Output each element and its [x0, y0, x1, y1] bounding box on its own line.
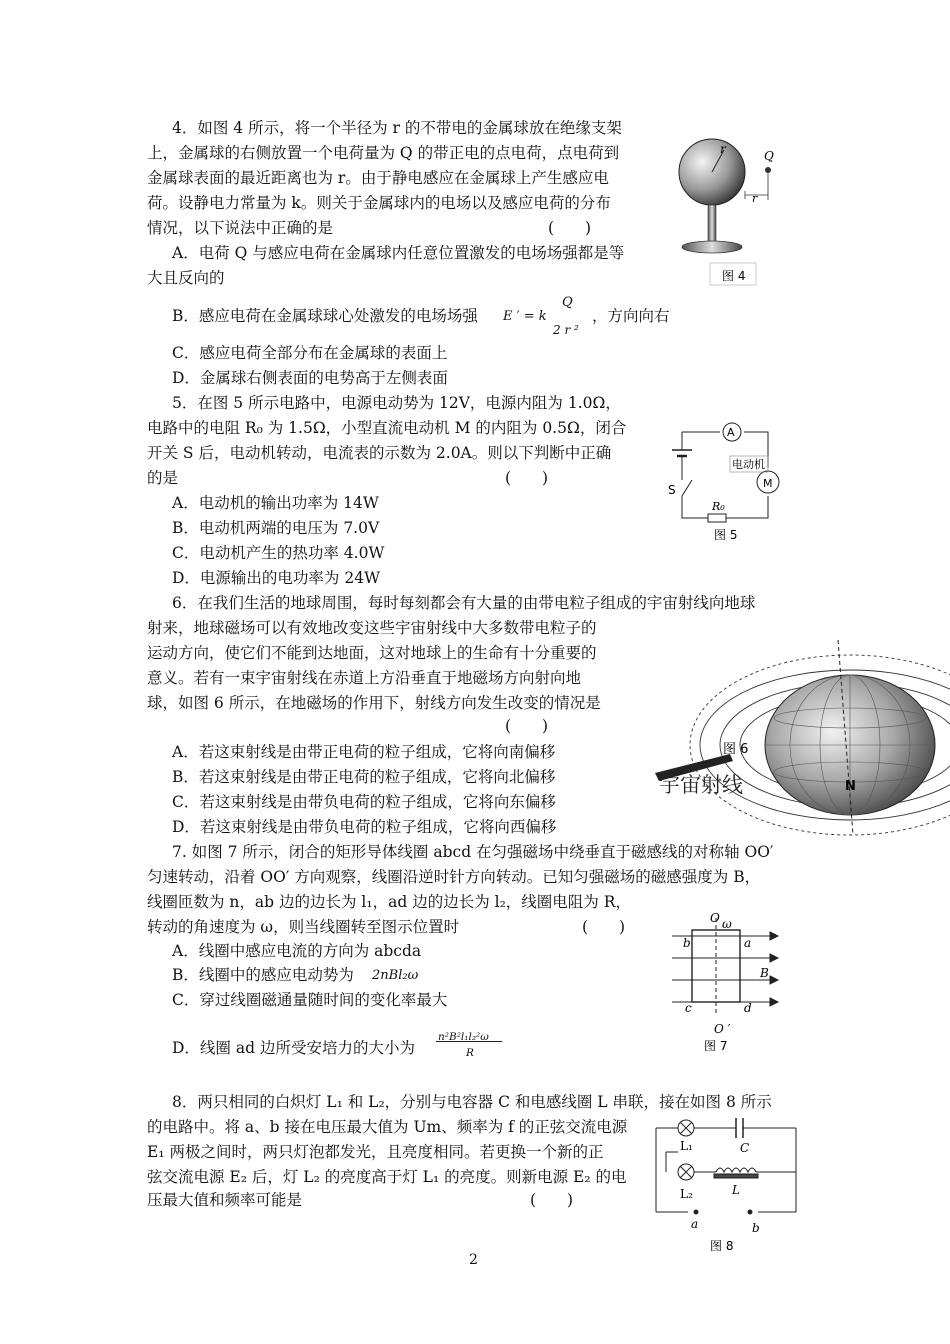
- q8-line-3: E₁ 两极之间时，两只灯泡都发光，且亮度相同。若更换一个新的正: [147, 1143, 604, 1161]
- q7-option-b-formula: 2nBl₂ω: [372, 968, 419, 983]
- figure-4-metal-sphere: [672, 130, 792, 290]
- figure-4-charge-label: Q: [764, 149, 774, 163]
- figure-7-axis-bottom: O ′: [714, 1022, 731, 1036]
- q4-line-3: 金属球表面的最近距离也为 r。由于静电感应在金属球上产生感应电: [147, 169, 609, 187]
- q8-line-2: 的电路中。将 a、b 接在电压最大值为 Um、频率为 f 的正弦交流电源: [147, 1118, 628, 1136]
- figure-5-ammeter: A: [727, 426, 735, 439]
- figure-5-motor: M: [763, 477, 773, 490]
- figure-7-caption: 图 7: [704, 1039, 728, 1053]
- figure-4-distance-label: r: [752, 192, 758, 205]
- figure-6-cosmic-ray-label: 宇宙射线: [659, 773, 743, 797]
- q7-option-d-denominator: R: [466, 1047, 474, 1059]
- q6-line-2: 射来，地球磁场可以有效地改变这些宇宙射线中大多数带电粒子的: [147, 619, 597, 637]
- q5-option-d: D．电源输出的电功率为 24W: [172, 569, 381, 587]
- q4-option-b-direction: ，方向向右: [592, 307, 670, 325]
- q7-option-d: D．线圈 ad 边所受安培力的大小为: [172, 1039, 415, 1057]
- figure-5-resistor: R₀: [712, 500, 725, 513]
- q6-line-5: 球，如图 6 所示，在地磁场的作用下，射线方向发生改变的情况是: [147, 694, 601, 712]
- figure-5-caption: 图 5: [714, 528, 738, 542]
- q4-formula-left: E ′ = k: [503, 309, 547, 324]
- q6-option-b: B．若这束射线是由带正电荷的粒子组成，它将向北偏移: [172, 768, 556, 786]
- figure-8-capacitor: C: [740, 1141, 750, 1155]
- q7-option-b: B．线圈中的感应电动势为: [172, 966, 354, 984]
- q5-option-b: B．电动机两端的电压为 7.0V: [172, 519, 380, 537]
- q4-option-c: C．感应电荷全部分布在金属球的表面上: [172, 344, 448, 362]
- figure-5-switch: S: [668, 483, 676, 497]
- figure-7-d: d: [744, 1001, 752, 1015]
- figure-7-a: a: [744, 936, 752, 950]
- q8-line-5: 压最大值和频率可能是: [147, 1191, 303, 1209]
- q6-line-1: 6．在我们生活的地球周围，每时每刻都会有大量的由带电粒子组成的宇宙射线向地球: [172, 594, 756, 612]
- figure-6-caption: 图 6: [723, 742, 749, 757]
- q4-option-a-2: 大且反向的: [147, 269, 225, 287]
- figure-5-motor-text: 电动机: [732, 458, 765, 471]
- q4-line-2: 上，金属球的右侧放置一个电荷量为 Q 的带正电的点电荷，点电荷到: [147, 144, 620, 162]
- figure-8-inductor: L: [732, 1183, 740, 1197]
- figure-7-field-b: B: [760, 966, 769, 980]
- q4-line-1: 4．如图 4 所示，将一个半径为 r 的不带电的金属球放在绝缘支架: [172, 119, 622, 137]
- q7-line-1: 7. 如图 7 所示，闭合的矩形导体线圈 abcd 在匀强磁场中绕垂直于磁感线的对称轴 OO′: [172, 843, 774, 861]
- q5-line-3: 开关 S 后，电动机转动，电流表的示数为 2.0A。则以下判断中正确: [147, 444, 612, 462]
- figure-7-axis-top: O: [710, 911, 720, 925]
- q6-option-d: D．若这束射线是由带负电荷的粒子组成，它将向西偏移: [172, 818, 557, 836]
- q5-option-a: A．电动机的输出功率为 14W: [172, 494, 379, 512]
- q6-option-a: A．若这束射线是由带正电荷的粒子组成，它将向南偏移: [172, 743, 556, 761]
- figure-8-lamp-1: L₁: [680, 1139, 693, 1153]
- figure-6-earth-magnetic-field: [655, 630, 950, 840]
- q5-answer-paren: ( ): [505, 469, 549, 487]
- q7-answer-paren: ( ): [582, 918, 626, 936]
- page-number: 2: [469, 1252, 478, 1268]
- figure-7-b: b: [683, 936, 691, 950]
- q4-option-b: B．感应电荷在金属球球心处激发的电场场强: [172, 307, 478, 325]
- q5-option-c: C．电动机产生的热功率 4.0W: [172, 544, 385, 562]
- figure-6-north-pole: N: [845, 779, 856, 794]
- q5-line-1: 5．在图 5 所示电路中，电源电动势为 12V，电源内阻为 1.0Ω，: [172, 394, 621, 412]
- q6-line-3: 运动方向，使它们不能到达地面，这对地球上的生命有十分重要的: [147, 644, 597, 662]
- q5-line-4: 的是: [147, 469, 179, 487]
- figure-7-rotating-coil: [670, 910, 785, 1060]
- figure-8-terminal-a: a: [691, 1217, 699, 1231]
- figure-4-radius-label: r: [720, 142, 726, 156]
- q6-option-c: C．若这束射线是由带负电荷的粒子组成，它将向东偏移: [172, 793, 556, 811]
- q4-answer-paren: ( ): [548, 219, 592, 237]
- q4-formula-denominator: 2 r ²: [553, 323, 579, 337]
- figure-8-caption: 图 8: [710, 1239, 734, 1253]
- figure-7-c: c: [685, 1001, 692, 1015]
- q6-line-4: 意义。若有一束宇宙射线在赤道上方沿垂直于地磁场方向射向地: [147, 669, 582, 687]
- q7-option-d-numerator: n²B²l₁l₂²ω: [438, 1031, 489, 1043]
- q6-answer-paren: ( ): [505, 717, 549, 735]
- figure-8-lamp-2: L₂: [680, 1187, 693, 1201]
- q8-line-4: 弦交流电源 E₂ 后，灯 L₂ 的亮度高于灯 L₁ 的亮度。则新电源 E₂ 的电: [147, 1168, 627, 1186]
- q5-line-2: 电路中的电阻 R₀ 为 1.5Ω，小型直流电动机 M 的内阻为 0.5Ω，闭合: [147, 419, 627, 437]
- figure-7-omega: ω: [722, 917, 732, 931]
- q7-line-3: 线圈匝数为 n，ab 边的边长为 l₁，ad 边的边长为 l₂，线圈电阻为 R，: [147, 893, 631, 911]
- q4-option-a-1: A．电荷 Q 与感应电荷在金属球内任意位置激发的电场场强都是等: [172, 244, 625, 262]
- q4-line-5: 情况，以下说法中正确的是: [147, 219, 334, 237]
- q4-formula-numerator: Q: [562, 295, 573, 310]
- q4-line-4: 荷。设静电力常量为 k。则关于金属球内的电场以及感应电荷的分布: [147, 194, 611, 212]
- q7-line-4: 转动的角速度为 ω，则当线圈转至图示位置时: [147, 918, 460, 936]
- q7-option-a: A．线圈中感应电流的方向为 abcda: [172, 942, 422, 960]
- figure-8-terminal-b: b: [752, 1221, 760, 1235]
- q7-fraction-bar: [436, 1041, 502, 1042]
- q7-line-2: 匀速转动，沿着 OO′ 方向观察，线圈沿逆时针方向转动。已知匀强磁场的磁感强度为 B，: [147, 868, 761, 886]
- figure-8-lc-circuit: [648, 1112, 813, 1254]
- q7-option-c: C．穿过线圈磁通量随时间的变化率最大: [172, 991, 448, 1009]
- q4-option-d: D．金属球右侧表面的电势高于左侧表面: [172, 369, 448, 387]
- figure-4-caption: 图 4: [722, 269, 746, 283]
- q8-line-1: 8．两只相同的白炽灯 L₁ 和 L₂，分别与电容器 C 和电感线圈 L 串联，接在如图 8 所示: [172, 1093, 772, 1111]
- figure-5-circuit: [664, 418, 814, 548]
- q8-answer-paren: ( ): [530, 1191, 574, 1209]
